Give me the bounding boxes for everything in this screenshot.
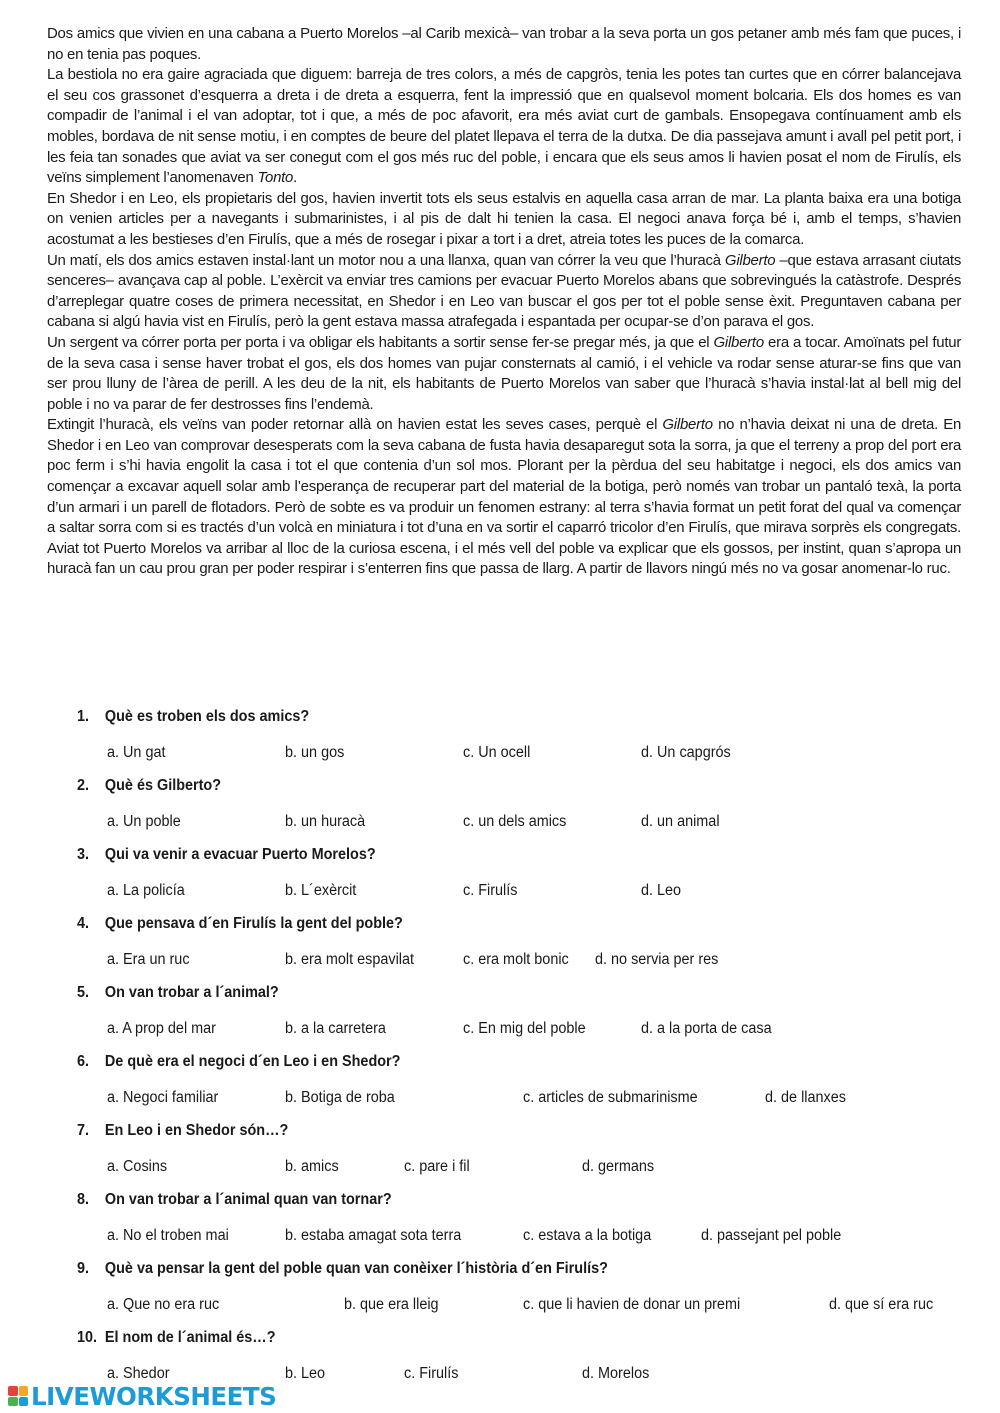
answer-option-b[interactable]: b. amics [285, 1158, 339, 1175]
answer-option-c[interactable]: c. Firulís [463, 882, 518, 899]
logo-mark-icon [8, 1386, 28, 1406]
answer-option-d[interactable]: d. Morelos [582, 1365, 650, 1382]
answer-option-c[interactable]: c. En mig del poble [463, 1020, 586, 1037]
answer-option-b[interactable]: b. Leo [285, 1365, 326, 1382]
question-1 [0, 702, 1000, 771]
answer-option-c[interactable]: c. era molt bonic [463, 951, 569, 968]
answer-option-a[interactable]: a. No el troben mai [107, 1227, 229, 1244]
paragraph-5-text: Un sergent va córrer porta per porta i va obligar els habitants a sortir sense fer-se pregar més, ja que el [47, 333, 714, 351]
answer-option-d[interactable]: d. que sí era ruc [829, 1296, 934, 1313]
question-list [0, 702, 1000, 1392]
answer-option-c[interactable]: c. estava a la botiga [523, 1227, 652, 1244]
answer-option-d[interactable]: d. Leo [641, 882, 682, 899]
question-text [77, 984, 279, 1002]
emphasis-gilberto: Gilberto [713, 333, 764, 351]
question-7 [0, 1116, 1000, 1185]
paragraph-6-text: Extingit l’huracà, els veïns van poder retornar allà on havien estat les seves cases, perquè el [47, 416, 663, 434]
answer-option-d[interactable]: d. germans [582, 1158, 655, 1175]
answer-option-c[interactable]: c. Un ocell [463, 744, 531, 761]
question-label: Què és Gilberto? [104, 777, 222, 794]
answer-option-c[interactable]: c. Firulís [404, 1365, 459, 1382]
reading-passage [47, 24, 961, 580]
question-number: 6. [77, 1053, 90, 1070]
question-label: En Leo i en Shedor són…? [104, 1122, 289, 1139]
answer-option-d[interactable]: d. un animal [641, 813, 720, 830]
answer-option-b[interactable]: b. estaba amagat sota terra [285, 1227, 462, 1244]
answer-option-b[interactable]: b. era molt espavilat [285, 951, 415, 968]
answer-option-a[interactable]: a. Cosins [107, 1158, 168, 1175]
question-label: On van trobar a l´animal? [104, 984, 279, 1001]
emphasis-gilberto: Gilberto [662, 416, 713, 434]
answer-option-b[interactable]: b. L´exèrcit [285, 882, 357, 899]
liveworksheets-logo [8, 1383, 281, 1409]
question-text [77, 708, 309, 726]
question-number: 1. [77, 708, 90, 725]
answer-option-b[interactable]: b. Botiga de roba [285, 1089, 395, 1106]
paragraph-3: En Shedor i en Leo, els propietaris del gos, havien invertit tots els seus estalvis en aquella casa arran de mar. La planta baixa era una botiga on venien articles per a navegants i submarinistes, i al pis de dalt hi tenien la casa. El negoci anava força bé i, amb el temps, s’havien acostumat a les bestieses d’en Firulís, que a més de rosegar i pixar a tort i a dret, atreia totes les puces de la comarca. [47, 189, 962, 248]
answer-option-a[interactable]: a. Negoci familiar [107, 1089, 219, 1106]
emphasis-gilberto: Gilberto [724, 251, 776, 269]
paragraph-6-rest: no n’havia deixat ni una de dreta. En Shedor i en Leo van comprovar desesperats com la seva cabana de fusta havia desaparegut sota la sorra, ja que el terreny a prop del port era poc ferm i s’hi havia engolit la casa i tot el que contenia d’un sol mos. Plorant per la pèrdua del seu habitatge i negoci, els dos amics van començar a excavar aquell solar amb l’esperança de recuperar part del material de la botiga, però només van trobar un pantaló texà, la porta d’un armari i un parell de flotadors. Però de sobte es va produir un fenomen estrany: al terra s’havia format un petit forat del qual va començar a saltar sorra com si es tractés d’un volcà en miniatura i tot d’una en va sortir el caparró tricolor d’en Firulís, que mirava sorprès els congregats. Aviat tot Puerto Morelos va arribar al lloc de la curiosa escena, i el més vell del poble va explicar que els gossos, per instint, quan s’apropa un huracà fan un cau prou gran per poder respirar i s’enterren fins que passa de llarg. A partir de llavors ningú més no va gosar anomenar-lo ruc. [47, 416, 962, 578]
question-number: 4. [77, 915, 90, 932]
answer-option-d[interactable]: d. passejant pel poble [701, 1227, 842, 1244]
answer-option-d[interactable]: d. no servia per res [595, 951, 719, 968]
question-label: Qui va venir a evacuar Puerto Morelos? [104, 846, 376, 863]
question-2 [0, 771, 1000, 840]
question-8 [0, 1185, 1000, 1254]
paragraph-2-end: . [293, 169, 298, 187]
paragraph-4 [47, 251, 961, 333]
answer-option-d[interactable]: d. Un capgrós [641, 744, 731, 761]
paragraph-2-text: La bestiola no era gaire agraciada que diguem: barreja de tres colors, a més de capgròs, tenia les potes tan curtes que en córrer balancejava el seu cos grassonet d’esquerra a dreta i de dreta a esquerra, fent la impressió que en qualsevol moment bolcaria. Els dos homes es van compadir de l’animal i el van adoptar, tot i que, a més de poc afavorit, era més aviat curt de gambals. Ensopegava contínuament amb els mobles, bordava de nit sense motiu, i en comptes de beure del platet llepava el terra de la dutxa. De dia passejava amunt i avall pel petit port, i les feia tan sonades que aviat va ser conegut com el gos més ruc del poble, i encara que els seus amos li havien posat el nom de Firulís, els veïns simplement l’anomenaven [47, 66, 962, 187]
question-number: 3. [77, 846, 90, 863]
answer-option-c[interactable]: c. pare i fil [404, 1158, 470, 1175]
question-3 [0, 840, 1000, 909]
question-text [77, 777, 221, 795]
answer-option-c[interactable]: c. que li havien de donar un premi [523, 1296, 741, 1313]
question-label: Què va pensar la gent del poble quan van conèixer l´història d´en Firulís? [104, 1260, 608, 1277]
answer-option-a[interactable]: a. Era un ruc [107, 951, 190, 968]
answer-option-c[interactable]: c. articles de submarinisme [523, 1089, 698, 1106]
question-label: Que pensava d´en Firulís la gent del poble? [104, 915, 403, 932]
question-text [77, 915, 403, 933]
question-5 [0, 978, 1000, 1047]
question-text [77, 1053, 400, 1071]
question-number: 8. [77, 1191, 90, 1208]
answer-option-b[interactable]: b. un gos [285, 744, 345, 761]
paragraph-6 [47, 415, 961, 580]
question-9 [0, 1254, 1000, 1323]
question-text [77, 1260, 608, 1278]
question-label: El nom de l´animal és…? [104, 1329, 276, 1346]
question-4 [0, 909, 1000, 978]
question-label: De què era el negoci d´en Leo i en Shedor? [104, 1053, 401, 1070]
emphasis-tonto: Tonto [257, 169, 294, 187]
answer-option-a[interactable]: a. A prop del mar [107, 1020, 216, 1037]
question-text [77, 846, 376, 864]
answer-option-a[interactable]: a. Un gat [107, 744, 166, 761]
question-text [77, 1329, 276, 1347]
question-text [77, 1122, 288, 1140]
paragraph-2 [47, 65, 961, 189]
answer-option-d[interactable]: d. de llanxes [765, 1089, 846, 1106]
question-number: 5. [77, 984, 90, 1001]
answer-option-c[interactable]: c. un dels amics [463, 813, 567, 830]
question-text [77, 1191, 392, 1209]
question-number: 10. [77, 1329, 98, 1346]
answer-option-b[interactable]: b. a la carretera [285, 1020, 386, 1037]
question-number: 9. [77, 1260, 90, 1277]
answer-option-a[interactable]: a. La policía [107, 882, 185, 899]
answer-option-b[interactable]: b. un huracà [285, 813, 366, 830]
answer-option-a[interactable]: a. Un poble [107, 813, 181, 830]
paragraph-5 [47, 333, 961, 415]
question-label: On van trobar a l´animal quan van tornar? [104, 1191, 392, 1208]
paragraph-4-text: Un matí, els dos amics estaven instal·lant un motor nou a una llanxa, quan van córrer la veu que l’huracà [47, 251, 725, 269]
answer-option-a[interactable]: a. Shedor [107, 1365, 170, 1382]
answer-option-a[interactable]: a. Que no era ruc [107, 1296, 220, 1313]
paragraph-5-rest: era a tocar. Amoïnats pel futur de la seva casa i sense haver trobat el gos, els dos homes van pujar consternats al camió, i el vehicle va rodar sense aturar-se fins que van ser prou lluny de l’àrea de perill. A les deu de la nit, els habitants de Puerto Morelos van saber que l’huracà s’havia instal·lat al bell mig del poble i no va parar de fer destrosses fins l’endemà. [47, 333, 962, 413]
logo-text: LIVEWORKSHEETS [31, 1381, 277, 1411]
answer-option-b[interactable]: b. que era lleig [344, 1296, 439, 1313]
question-number: 2. [77, 777, 90, 794]
question-6 [0, 1047, 1000, 1116]
paragraph-4-rest: –que estava arrasant ciutats senceres– avançava cap al poble. L’exèrcit va enviar tres camions per evacuar Puerto Morelos abans que sobrevingués la catàstrofe. Després d’arreplegar quatre coses de primera necessitat, en Shedor i en Leo van buscar el gos per tot el poble sense èxit. Preguntaven cabana per cabana si algú havia vist en Firulís, però la gent estava massa atrafegada i espantada per ocupar-se d’on parava el gos. [47, 251, 962, 331]
question-label: Què es troben els dos amics? [104, 708, 310, 725]
question-number: 7. [77, 1122, 90, 1139]
answer-option-d[interactable]: d. a la porta de casa [641, 1020, 772, 1037]
paragraph-1: Dos amics que vivien en una cabana a Puerto Morelos –al Carib mexicà– van trobar a la seva porta un gos petaner amb més fam que puces, i no en tenia pas poques. [47, 25, 962, 63]
